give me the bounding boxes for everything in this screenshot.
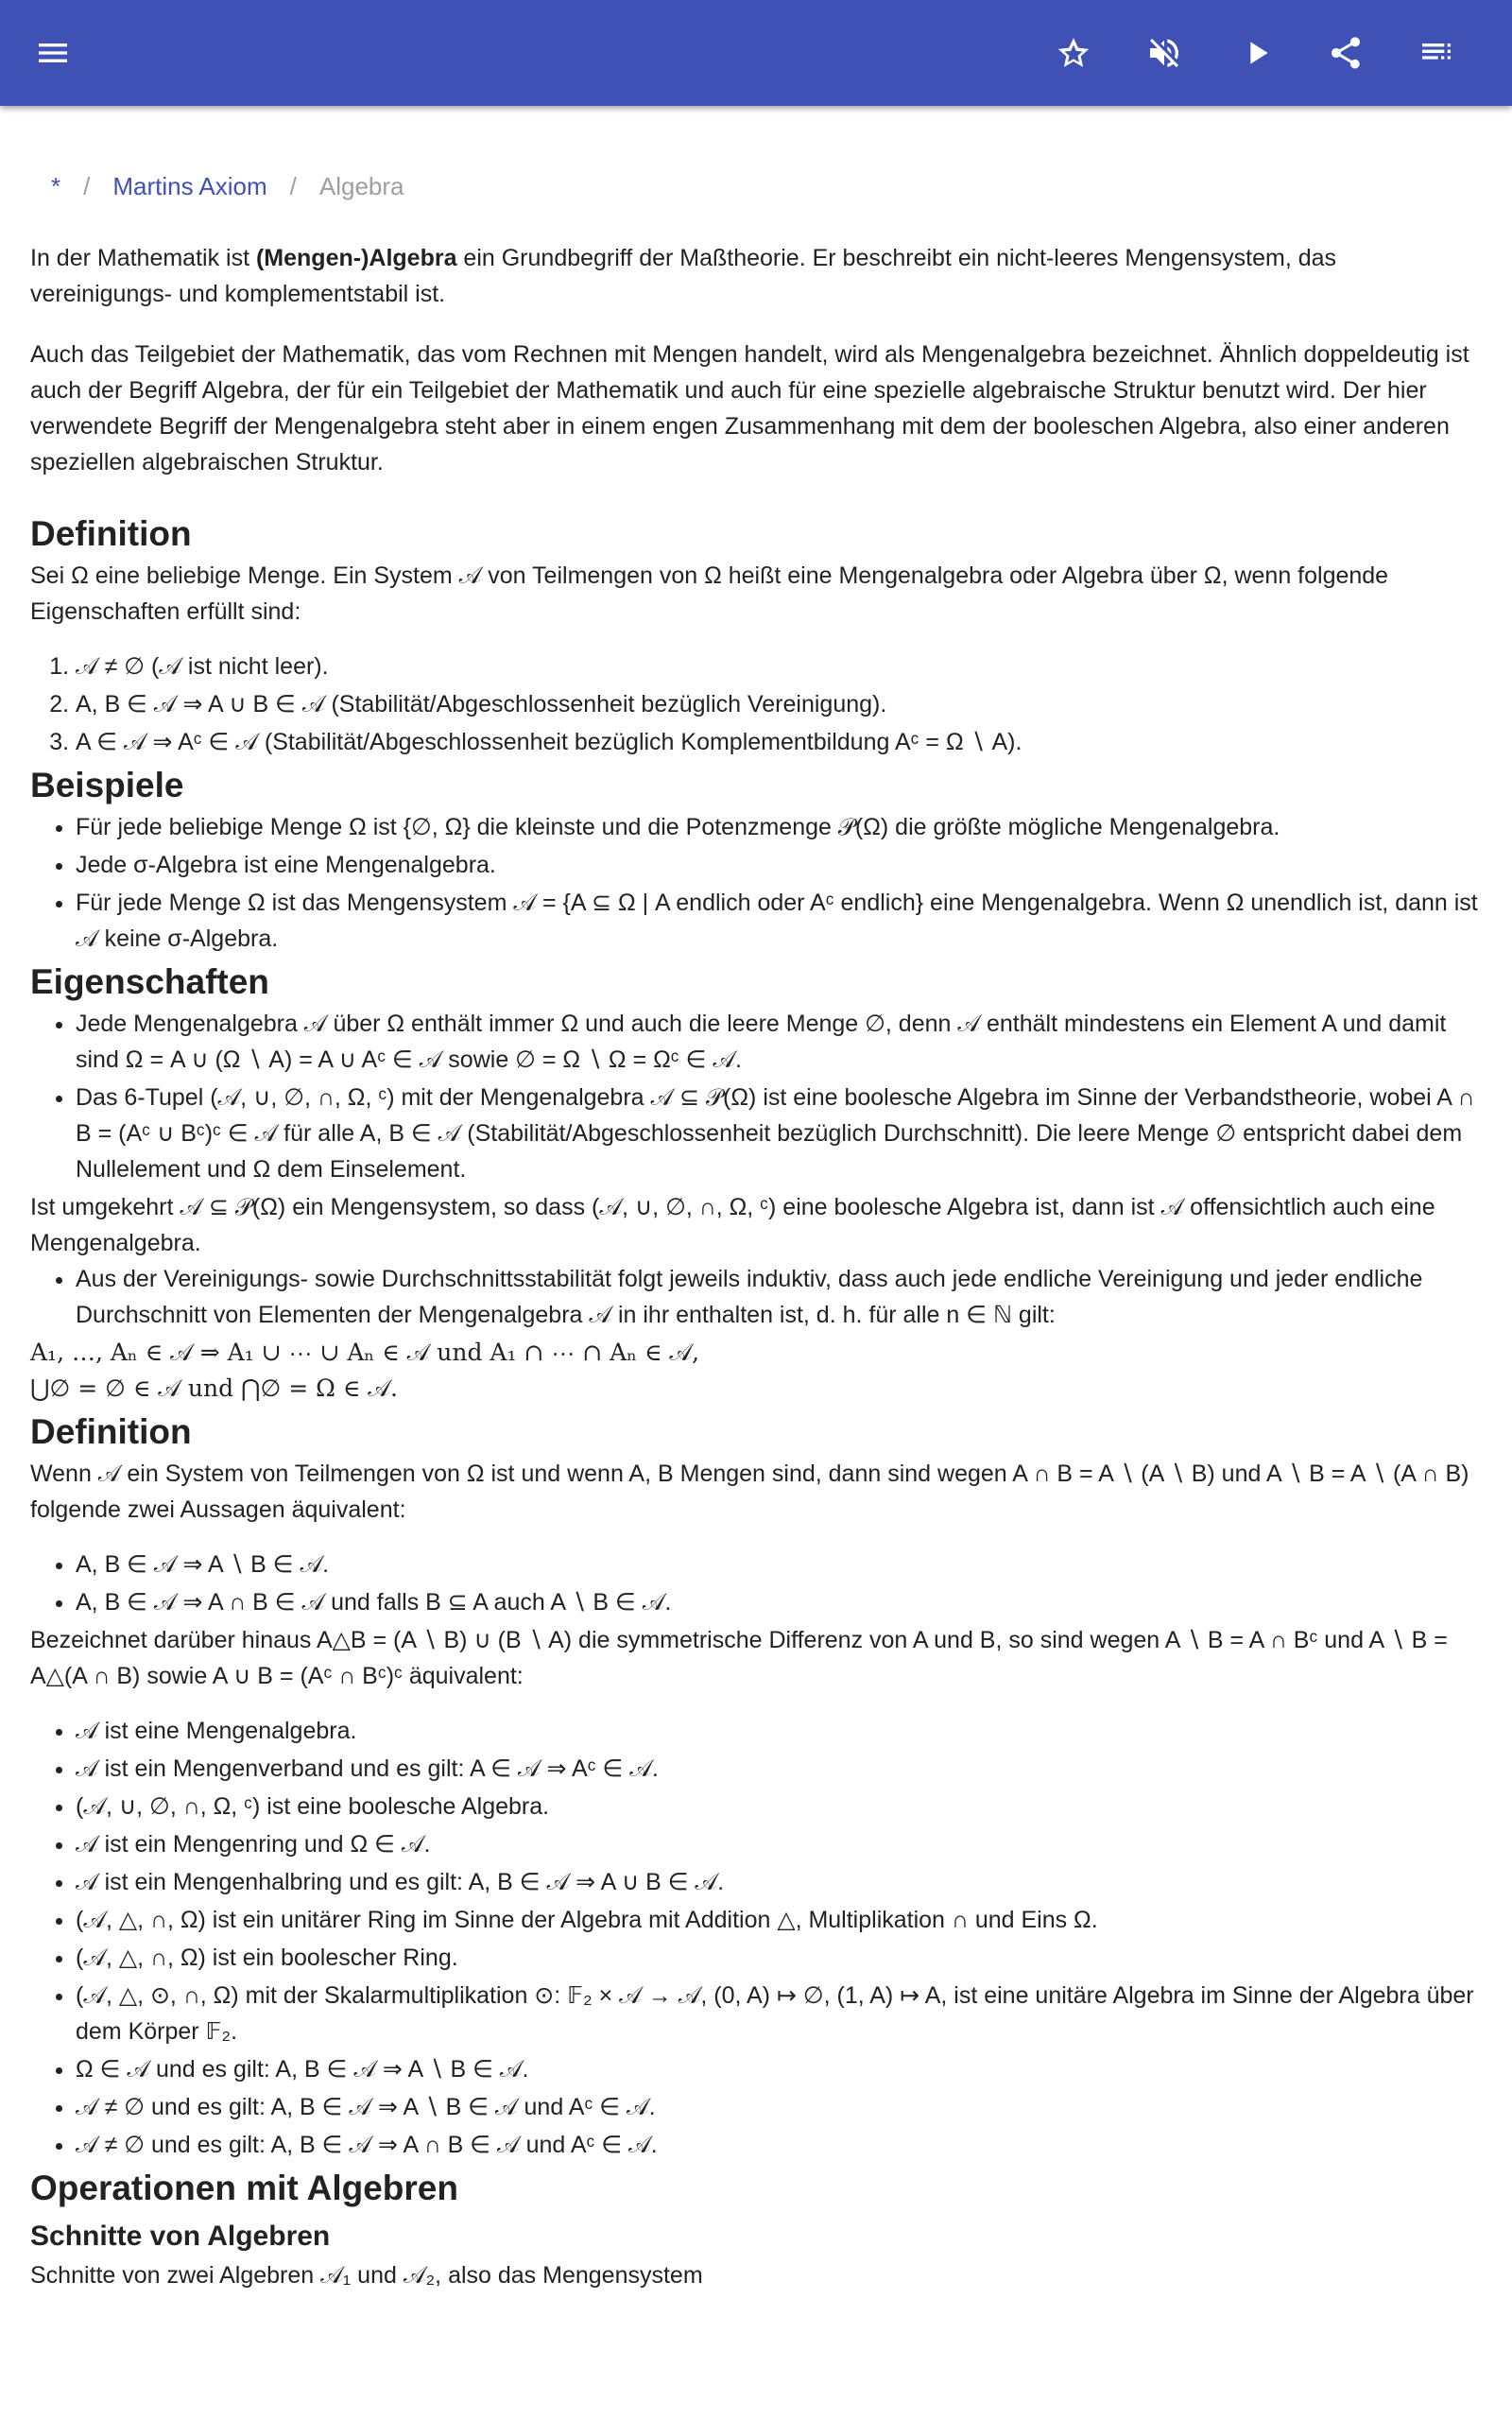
app-bar [0,0,1512,106]
intro-paragraph-1: In der Mathematik ist (Mengen-)Algebra ein Grundbegriff der Maßtheorie. Er beschreibt ein nicht-leeres Mengensystem, das vereinigungs- und komplementstabil ist. [30,245,1337,307]
menu-icon [34,34,72,72]
play-icon [1238,34,1276,72]
list-item: • Aus der Vereinigungs- sowie Durchschnittsstabilität folgt jeweils induktiv, dass auch jede endliche Vereinigung und jeder endliche Durchschnitt von Elementen der Mengenalgebra 𝒜 in ihr enthalten ist, d. h. für alle n ∈ ℕ gilt: [76,1261,1482,1333]
list-item: 1. 𝒜 ≠ ∅ (𝒜 ist nicht leer). [76,648,1482,684]
breadcrumb-parent[interactable]: Martins Axiom [112,172,267,200]
list-item: 3. A ∈ 𝒜 ⇒ Aᶜ ∈ 𝒜 (Stabilität/Abgeschlossenheit bezüglich Komplementbildung Aᶜ = Ω ∖ A). [76,724,1482,760]
volume-off-icon [1145,34,1183,72]
article [30,151,1482,2293]
breadcrumb: * / Martins Axiom / Algebra [51,172,404,200]
section-heading-definition-2: Definition [30,1412,192,1451]
breadcrumb-home[interactable]: * [51,172,61,200]
section-heading-examples: Beispiele [30,766,184,804]
properties-list-2 [30,1261,1482,1333]
list-item: • (𝒜, △, ∩, Ω) ist ein unitärer Ring im Sinne der Algebra mit Addition △, Multiplikation ∩ und Eins Ω. [76,1902,1482,1938]
list-item: • Für jede beliebige Menge Ω ist {∅, Ω} die kleinste und die Potenzmenge 𝒫(Ω) die größte mögliche Mengenalgebra. [76,809,1482,845]
list-item: • (𝒜, △, ⊙, ∩, Ω) mit der Skalarmultiplikation ⊙: 𝔽₂ × 𝒜 → 𝒜, (0, A) ↦ ∅, (1, A) ↦ A, ist eine unitäre Algebra im Sinne der Algebra über dem Körper 𝔽₂. [76,1978,1482,2049]
subsection-heading-intersections: Schnitte von Algebren [30,2221,331,2252]
intro-paragraph-2: Auch das Teilgebiet der Mathematik, das vom Rechnen mit Mengen handelt, wird als Mengenalgebra bezeichnet. Ähnlich doppeldeutig ist auch der Begriff Algebra, der für ein Teilgebiet der Mathematik und auch für eine spezielle algebraische Struktur benutzt wird. Der hier verwendete Begriff der Mengenalgebra steht aber in einem engen Zusammenhang mit dem der booleschen Algebra, also einer anderen speziellen algebraischen Struktur. [30,341,1469,475]
equivalence-list [30,1713,1482,2163]
list-item: • 𝒜 ≠ ∅ und es gilt: A, B ∈ 𝒜 ⇒ A ∩ B ∈ 𝒜 und Aᶜ ∈ 𝒜. [76,2127,1482,2163]
section-heading-operations: Operationen mit Algebren [30,2169,458,2207]
formula-empty-union: ⋃∅ = ∅ ∈ 𝒜 und ⋂∅ = Ω ∈ 𝒜. [30,1374,398,1402]
playlist-icon [1418,34,1455,72]
list-item: • A, B ∈ 𝒜 ⇒ A ∖ B ∈ 𝒜. [76,1547,1482,1582]
list-item: • Jede Mengenalgebra 𝒜 über Ω enthält immer Ω und auch die leere Menge ∅, denn 𝒜 enthält mindestens ein Element A und damit sind Ω = A ∪ (Ω ∖ A) = A ∪ Aᶜ ∈ 𝒜 sowie ∅ = Ω ∖ Ω = Ωᶜ ∈ 𝒜. [76,1006,1482,1078]
list-item: • 𝒜 ist ein Mengenhalbring und es gilt: A, B ∈ 𝒜 ⇒ A ∪ B ∈ 𝒜. [76,1864,1482,1900]
playlist-button[interactable] [1408,25,1465,81]
list-item: • Für jede Menge Ω ist das Mengensystem 𝒜 = {A ⊆ Ω | A endlich oder Aᶜ endlich} eine Mengenalgebra. Wenn Ω unendlich ist, dann ist 𝒜 keine σ-Algebra. [76,885,1482,957]
formula-finite-union: A₁, …, Aₙ ∈ 𝒜 ⇒ A₁ ∪ ⋯ ∪ Aₙ ∈ 𝒜 und A₁ ∩ ⋯ ∩ Aₙ ∈ 𝒜, [30,1339,700,1366]
definition-text: Sei Ω eine beliebige Menge. Ein System 𝒜 von Teilmengen von Ω heißt eine Mengenalgebra oder Algebra über Ω, wenn folgende Eigenschaften erfüllt sind: [30,562,1389,625]
play-button[interactable] [1228,25,1285,81]
properties-list [30,1006,1482,1187]
section-heading-properties: Eigenschaften [30,962,269,1001]
list-item: • A, B ∈ 𝒜 ⇒ A ∩ B ∈ 𝒜 und falls B ⊆ A auch A ∖ B ∈ 𝒜. [76,1584,1482,1620]
star-outline-icon [1055,34,1092,72]
list-item: • (𝒜, ∪, ∅, ∩, Ω, ᶜ) ist eine boolesche Algebra. [76,1789,1482,1824]
definition2-list [30,1547,1482,1620]
list-item: • 𝒜 ist ein Mengenring und Ω ∈ 𝒜. [76,1826,1482,1862]
operations-text: Schnitte von zwei Algebren 𝒜₁ und 𝒜₂, also das Mengensystem [30,2262,703,2289]
list-item: • 𝒜 ist eine Mengenalgebra. [76,1713,1482,1749]
bookmark-button[interactable] [1045,25,1102,81]
share-icon [1327,34,1365,72]
menu-button[interactable] [25,25,81,81]
definition2-text-2: Bezeichnet darüber hinaus A△B = (A ∖ B) ∪ (B ∖ A) die symmetrische Differenz von A und B, so sind wegen A ∖ B = A ∩ Bᶜ und A ∖ B = A△(A ∩ B) sowie A ∪ B = (Aᶜ ∩ Bᶜ)ᶜ äquivalent: [30,1627,1448,1689]
breadcrumb-current: Algebra [318,172,404,200]
list-item: • 𝒜 ≠ ∅ und es gilt: A, B ∈ 𝒜 ⇒ A ∖ B ∈ 𝒜 und Aᶜ ∈ 𝒜. [76,2089,1482,2125]
list-item: • Das 6-Tupel (𝒜, ∪, ∅, ∩, Ω, ᶜ) mit der Mengenalgebra 𝒜 ⊆ 𝒫(Ω) ist eine boolesche Algebra im Sinne der Verbandstheorie, wobei A ∩ B = (Aᶜ ∪ Bᶜ)ᶜ ∈ 𝒜 für alle A, B ∈ 𝒜 (Stabilität/Abgeschlossenheit bezüglich Durchschnitt). Die leere Menge ∅ entspricht dabei dem Nullelement und Ω dem Einselement. [76,1080,1482,1187]
list-item: • 𝒜 ist ein Mengenverband und es gilt: A ∈ 𝒜 ⇒ Aᶜ ∈ 𝒜. [76,1751,1482,1787]
mute-button[interactable] [1136,25,1193,81]
definition-list [30,648,1482,760]
list-item: • Jede σ-Algebra ist eine Mengenalgebra. [76,847,1482,883]
share-button[interactable] [1317,25,1374,81]
properties-converse: Ist umgekehrt 𝒜 ⊆ 𝒫(Ω) ein Mengensystem, so dass (𝒜, ∪, ∅, ∩, Ω, ᶜ) eine boolesche Algebra ist, dann ist 𝒜 offensichtlich auch eine Mengenalgebra. [30,1194,1435,1256]
definition2-text: Wenn 𝒜 ein System von Teilmengen von Ω ist und wenn A, B Mengen sind, dann sind wegen A ∩ B = A ∖ (A ∖ B) und A ∖ B = A ∖ (A ∩ B) folgende zwei Aussagen äquivalent: [30,1461,1469,1523]
examples-list [30,809,1482,957]
list-item: • (𝒜, △, ∩, Ω) ist ein boolescher Ring. [76,1940,1482,1976]
section-heading-definition: Definition [30,514,192,553]
list-item: 2. A, B ∈ 𝒜 ⇒ A ∪ B ∈ 𝒜 (Stabilität/Abgeschlossenheit bezüglich Vereinigung). [76,686,1482,722]
list-item: • Ω ∈ 𝒜 und es gilt: A, B ∈ 𝒜 ⇒ A ∖ B ∈ 𝒜. [76,2051,1482,2087]
